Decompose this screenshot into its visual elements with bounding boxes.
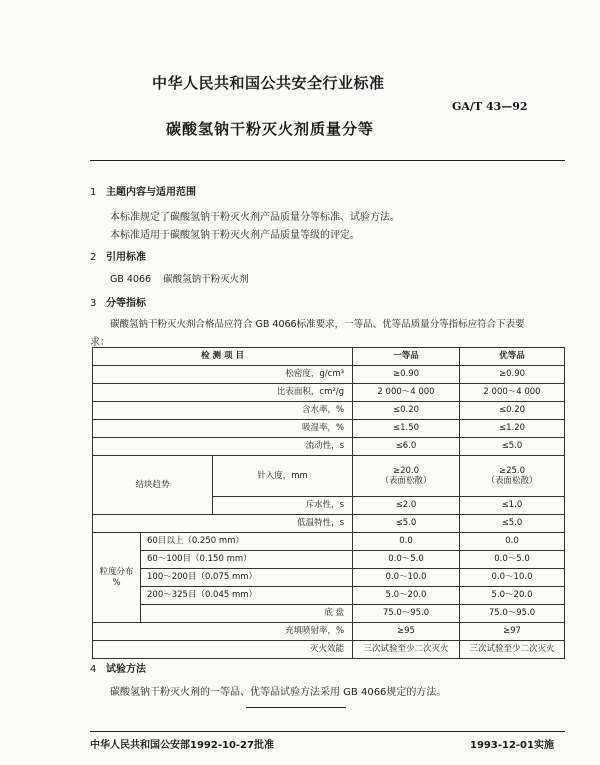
section-1-heading bbox=[90, 183, 196, 198]
needle-first-note: （表面松散） bbox=[380, 476, 432, 486]
section-3-heading bbox=[90, 294, 146, 309]
particle-group-unit: % bbox=[112, 577, 121, 588]
first-grade-value: ≤0.20 bbox=[353, 402, 460, 420]
superior-grade-value: ≤1.0 bbox=[460, 497, 565, 515]
superior-grade-value: ≤1.20 bbox=[460, 420, 565, 438]
table-row bbox=[93, 623, 565, 641]
particle-group-name: 粒度分布 bbox=[99, 567, 134, 578]
grading-table bbox=[92, 347, 565, 659]
superior-grade-value: ≥0.90 bbox=[460, 366, 565, 384]
first-grade-value: ≤5.0 bbox=[353, 515, 460, 533]
superior-grade-value: 75.0～95.0 bbox=[460, 605, 565, 623]
superior-grade-value: 2 000～4 000 bbox=[460, 384, 565, 402]
section-4-number: 4 bbox=[90, 664, 97, 675]
section-1-number: 1 bbox=[90, 187, 97, 198]
row-label: 比表面积，cm²/g bbox=[93, 384, 353, 402]
section-4-paragraph: 碳酸氢钠干粉灭火剂的一等品、优等品试验方法采用 GB 4066规定的方法。 bbox=[110, 687, 447, 698]
table-row-particle bbox=[93, 587, 565, 605]
superior-grade-value: 0.0～10.0 bbox=[460, 569, 565, 587]
standard-number: GA/T 43—92 bbox=[452, 100, 528, 113]
particle-row-label: 60～100目（0.150 mm） bbox=[141, 551, 353, 569]
table-row-particle bbox=[93, 551, 565, 569]
footer-rule bbox=[90, 731, 565, 732]
table-row bbox=[93, 420, 565, 438]
first-grade-value: ≥0.90 bbox=[353, 366, 460, 384]
needle-first-value: ≥20.0 bbox=[392, 465, 420, 476]
superior-grade-value: 0.0 bbox=[460, 533, 565, 551]
section-1-paragraph-2: 本标准适用于碳酸氢钠干粉灭火剂产品质量等级的评定。 bbox=[110, 230, 360, 241]
superior-grade-value: 5.0～20.0 bbox=[460, 587, 565, 605]
row-label: 含水率，% bbox=[93, 402, 353, 420]
implementation-date: 1993-12-01实施 bbox=[470, 740, 554, 751]
superior-grade-value: 0.0～5.0 bbox=[460, 551, 565, 569]
section-2-number: 2 bbox=[90, 252, 97, 263]
superior-grade-value bbox=[460, 456, 565, 497]
first-grade-value: ≤2.0 bbox=[353, 497, 460, 515]
first-grade-value: 0.0 bbox=[353, 533, 460, 551]
row-label: 灭火效能 bbox=[93, 641, 353, 659]
section-3-title: 分等指标 bbox=[106, 298, 146, 309]
section-1-paragraph-1: 本标准规定了碳酸氢钠干粉灭火剂产品质量分等标准、试验方法。 bbox=[110, 212, 400, 223]
first-grade-value: 75.0～95.0 bbox=[353, 605, 460, 623]
row-label: 吸湿率，% bbox=[93, 420, 353, 438]
row-label: 低温特性，s bbox=[93, 515, 353, 533]
row-label: 流动性，s bbox=[93, 438, 353, 456]
particle-row-label: 200～325目（0.045 mm） bbox=[141, 587, 353, 605]
caking-group-label: 结块趋势 bbox=[93, 456, 213, 515]
superior-grade-value: ≥97 bbox=[460, 623, 565, 641]
particle-group-label bbox=[93, 533, 141, 623]
table-header-row bbox=[93, 348, 565, 366]
first-grade-value: 0.0～5.0 bbox=[353, 551, 460, 569]
superior-grade-value: ≤5.0 bbox=[460, 438, 565, 456]
first-grade-value: 三次试验至少二次灭火 bbox=[353, 641, 460, 659]
first-grade-value: 5.0～20.0 bbox=[353, 587, 460, 605]
section-1-title: 主题内容与适用范围 bbox=[106, 187, 196, 198]
approval-line: 中华人民共和国公安部1992-10-27批准 bbox=[90, 740, 274, 751]
table-row bbox=[93, 515, 565, 533]
section-4-heading bbox=[90, 660, 146, 675]
section-4-title: 试验方法 bbox=[106, 664, 146, 675]
row-label: 松密度，g/cm³ bbox=[93, 366, 353, 384]
header-rule bbox=[90, 160, 565, 161]
first-grade-value: ≤1.50 bbox=[353, 420, 460, 438]
water-repellency-label: 斥水性，s bbox=[213, 497, 353, 515]
bottom-pan-label: 底 盘 bbox=[141, 605, 353, 623]
header-item: 检 测 项 目 bbox=[93, 348, 353, 366]
section-3-paragraph: 碳酸氢钠干粉灭火剂合格品应符合 GB 4066标准要求，一等品、优等品质量分等指标应符合下表要 bbox=[110, 319, 525, 330]
section-2-heading bbox=[90, 248, 146, 263]
table-row bbox=[93, 402, 565, 420]
superior-grade-value: ≤5.0 bbox=[460, 515, 565, 533]
row-label: 充填喷射率，% bbox=[93, 623, 353, 641]
header-first-grade: 一等品 bbox=[353, 348, 460, 366]
needle-superior-note: （表面松散） bbox=[486, 476, 538, 486]
reference-code: GB 4066 bbox=[110, 274, 152, 285]
particle-row-label: 60目以上（0.250 mm） bbox=[141, 533, 353, 551]
first-grade-value: ≤6.0 bbox=[353, 438, 460, 456]
standard-name: 碳酸氢钠干粉灭火剂质量分等 bbox=[166, 120, 375, 138]
table-row-caking-needle bbox=[93, 456, 565, 497]
table-row bbox=[93, 366, 565, 384]
reference-name: 碳酸氢钠干粉灭火剂 bbox=[163, 274, 249, 285]
superior-grade-value: ≤0.20 bbox=[460, 402, 565, 420]
footer-short-rule bbox=[246, 707, 346, 708]
table-row bbox=[93, 641, 565, 659]
section-2-title: 引用标准 bbox=[106, 252, 146, 263]
first-grade-value: 2 000～4 000 bbox=[353, 384, 460, 402]
table-row-particle bbox=[93, 569, 565, 587]
first-grade-value: ≥95 bbox=[353, 623, 460, 641]
section-3-paragraph-cont: 求： bbox=[90, 337, 110, 348]
table-row-particle bbox=[93, 533, 565, 551]
header-superior-grade: 优等品 bbox=[460, 348, 565, 366]
reference-standard bbox=[110, 271, 249, 285]
particle-row-label: 100～200目（0.075 mm） bbox=[141, 569, 353, 587]
first-grade-value bbox=[353, 456, 460, 497]
needle-superior-value: ≥25.0 bbox=[498, 465, 526, 476]
first-grade-value: 0.0～10.0 bbox=[353, 569, 460, 587]
table-row bbox=[93, 438, 565, 456]
superior-grade-value: 三次试验至少二次灭火 bbox=[460, 641, 565, 659]
needle-penetration-label: 针入度，mm bbox=[213, 456, 353, 497]
table-row bbox=[93, 384, 565, 402]
national-standard-title: 中华人民共和国公共安全行业标准 bbox=[152, 74, 385, 92]
section-3-number: 3 bbox=[90, 298, 97, 309]
table-row-particle-bottom bbox=[93, 605, 565, 623]
